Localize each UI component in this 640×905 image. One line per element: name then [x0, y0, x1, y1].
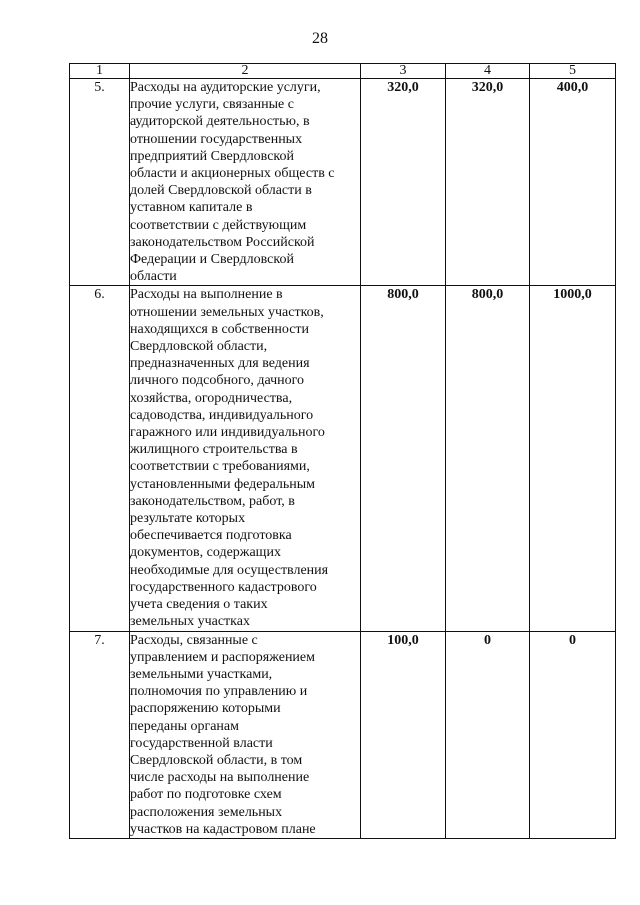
row-value-col5: 400,0 — [530, 79, 616, 286]
row-number: 7. — [70, 631, 130, 838]
row-value-col4: 320,0 — [446, 79, 530, 286]
row-value-col3: 800,0 — [361, 286, 446, 631]
row-description: Расходы на аудиторские услуги, прочие услуги, связанные с аудиторской деятельностью, в отношении государственных предприятий Свердловской области и акционерных обществ с долей Свердловской области в уставном капитале в соответствии с действующим законодательством Российской Федерации и Свердловской области — [130, 79, 361, 286]
row-value-col4: 0 — [446, 631, 530, 838]
table-row — [70, 79, 616, 286]
budget-table — [69, 63, 616, 839]
row-description: Расходы, связанные с управлением и распоряжением земельными участками, полномочия по управлению и распоряжению которыми переданы органам государственной власти Свердловской области, в том числе расходы на выполнение работ по подготовке схем расположения земельных участков на кадастровом плане — [130, 631, 361, 838]
row-value-col4: 800,0 — [446, 286, 530, 631]
header-col-3: 3 — [361, 64, 446, 79]
row-description: Расходы на выполнение в отношении земельных участков, находящихся в собственности Свердловской области, предназначенных для ведения личного подсобного, дачного хозяйства, огородничества, садоводства, индивидуального гаражного или индивидуального жилищного строительства в соответствии с требованиями, установленными федеральным законодательством, работ, в результате которых обеспечивается подготовка документов, содержащих необходимые для осуществления государственного кадастрового учета сведения о таких земельных участках — [130, 286, 361, 631]
header-col-4: 4 — [446, 64, 530, 79]
header-col-2: 2 — [130, 64, 361, 79]
row-number: 5. — [70, 79, 130, 286]
header-col-5: 5 — [530, 64, 616, 79]
row-value-col3: 320,0 — [361, 79, 446, 286]
header-row — [70, 64, 616, 79]
table-row — [70, 286, 616, 631]
row-number: 6. — [70, 286, 130, 631]
header-col-1: 1 — [70, 64, 130, 79]
page-number: 28 — [312, 30, 328, 47]
row-value-col5: 0 — [530, 631, 616, 838]
row-value-col5: 1000,0 — [530, 286, 616, 631]
row-value-col3: 100,0 — [361, 631, 446, 838]
table-row — [70, 631, 616, 838]
